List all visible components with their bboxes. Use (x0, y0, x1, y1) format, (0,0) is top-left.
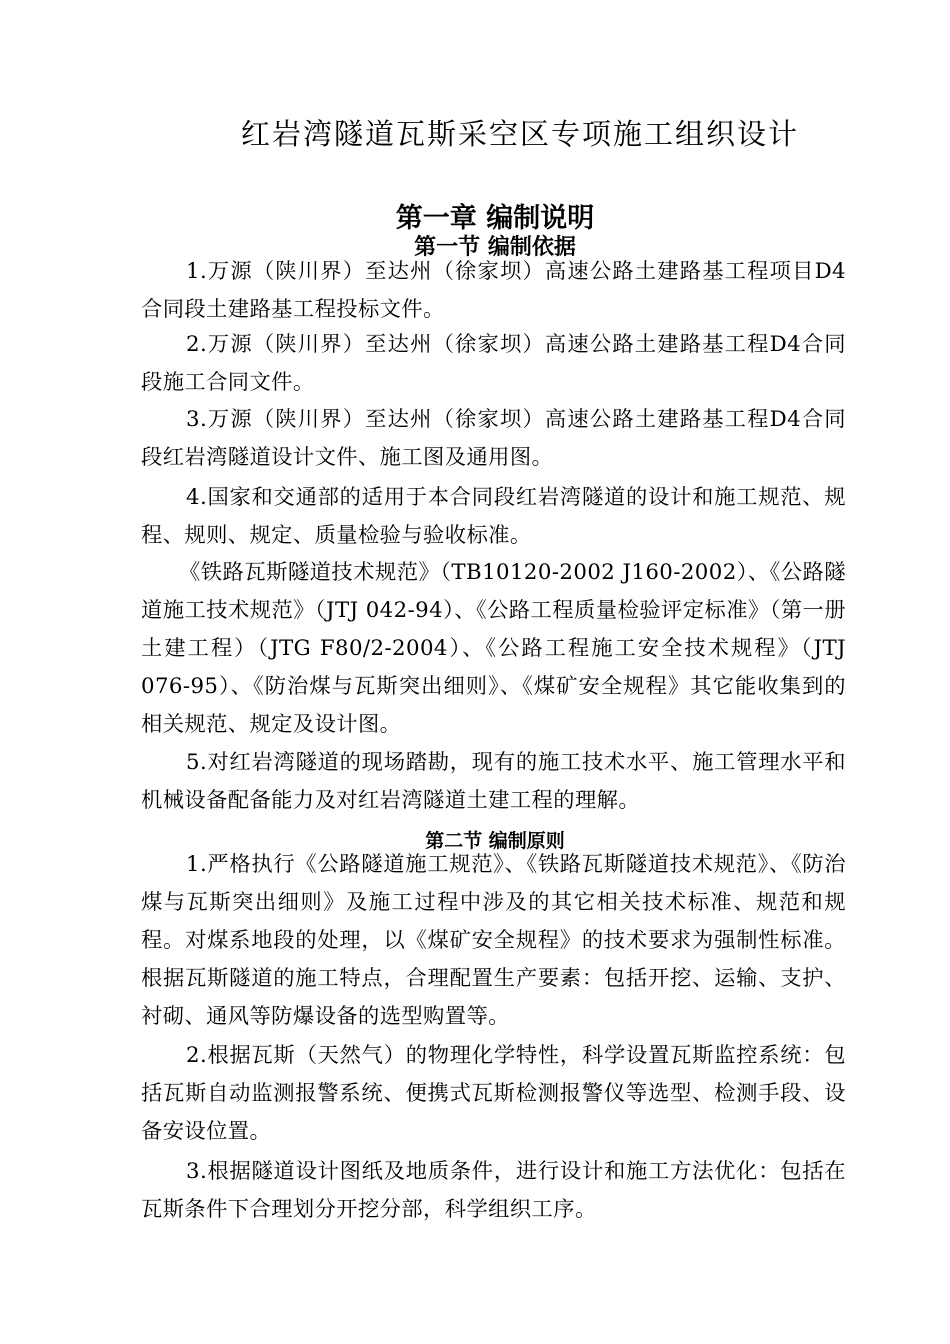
paragraph: 5.对红岩湾隧道的现场踏勘，现有的施工技术水平、施工管理水平和机械设备配备能力及对红岩湾隧道土建工程的理解。 (141, 750, 846, 813)
section-title-principles: 第二节 编制原则 (425, 830, 565, 852)
paragraph: 1.万源（陕川界）至达州（徐家坝）高速公路土建路基工程项目D4合同段土建路基工程投标文件。 (141, 259, 846, 322)
paragraph: 4.国家和交通部的适用于本合同段红岩湾隧道的设计和施工规范、规程、规则、规定、质量检验与验收标准。 (141, 485, 846, 548)
paragraph: 2.万源（陕川界）至达州（徐家坝）高速公路土建路基工程D4合同段施工合同文件。 (141, 332, 846, 395)
document-title: 红岩湾隧道瓦斯采空区专项施工组织设计 (240, 117, 799, 151)
chapter-title: 第一章 编制说明 (395, 203, 595, 234)
paragraph: 2.根据瓦斯（天然气）的物理化学特性，科学设置瓦斯监控系统：包括瓦斯自动监测报警系统、便携式瓦斯检测报警仪等选型、检测手段、设备安设位置。 (141, 1043, 846, 1144)
paragraph: 3.万源（陕川界）至达州（徐家坝）高速公路土建路基工程D4合同段红岩湾隧道设计文件、施工图及通用图。 (141, 407, 846, 470)
paragraph: 3.根据隧道设计图纸及地质条件，进行设计和施工方法优化：包括在瓦斯条件下合理划分开挖分部，科学组织工序。 (141, 1159, 846, 1222)
paragraph: 1.严格执行《公路隧道施工规范》、《铁路瓦斯隧道技术规范》、《防治煤与瓦斯突出细则》及施工过程中涉及的其它相关技术标准、规范和规程。对煤系地段的处理，以《煤矿安全规程》的技术要求为强制性标准。根据瓦斯隧道的施工特点，合理配置生产要素：包括开挖、运输、支护、衬砌、通风等防爆设备的选型购置等。 (141, 852, 846, 1029)
section-title-basis: 第一节 编制依据 (414, 234, 576, 260)
paragraph: 《铁路瓦斯隧道技术规范》（TB10120-2002 J160-2002）、《公路隧道施工技术规范》（JTJ 042-94）、《公路工程质量检验评定标准》（第一册土建工程）（JTG F80/2-2004）、《公路工程施工安全技术规程》（JTJ 076-95）、《防治煤与瓦斯突出细则》、《煤矿安全规程》其它能收集到的相关规范、规定及设计图。 (141, 560, 846, 737)
